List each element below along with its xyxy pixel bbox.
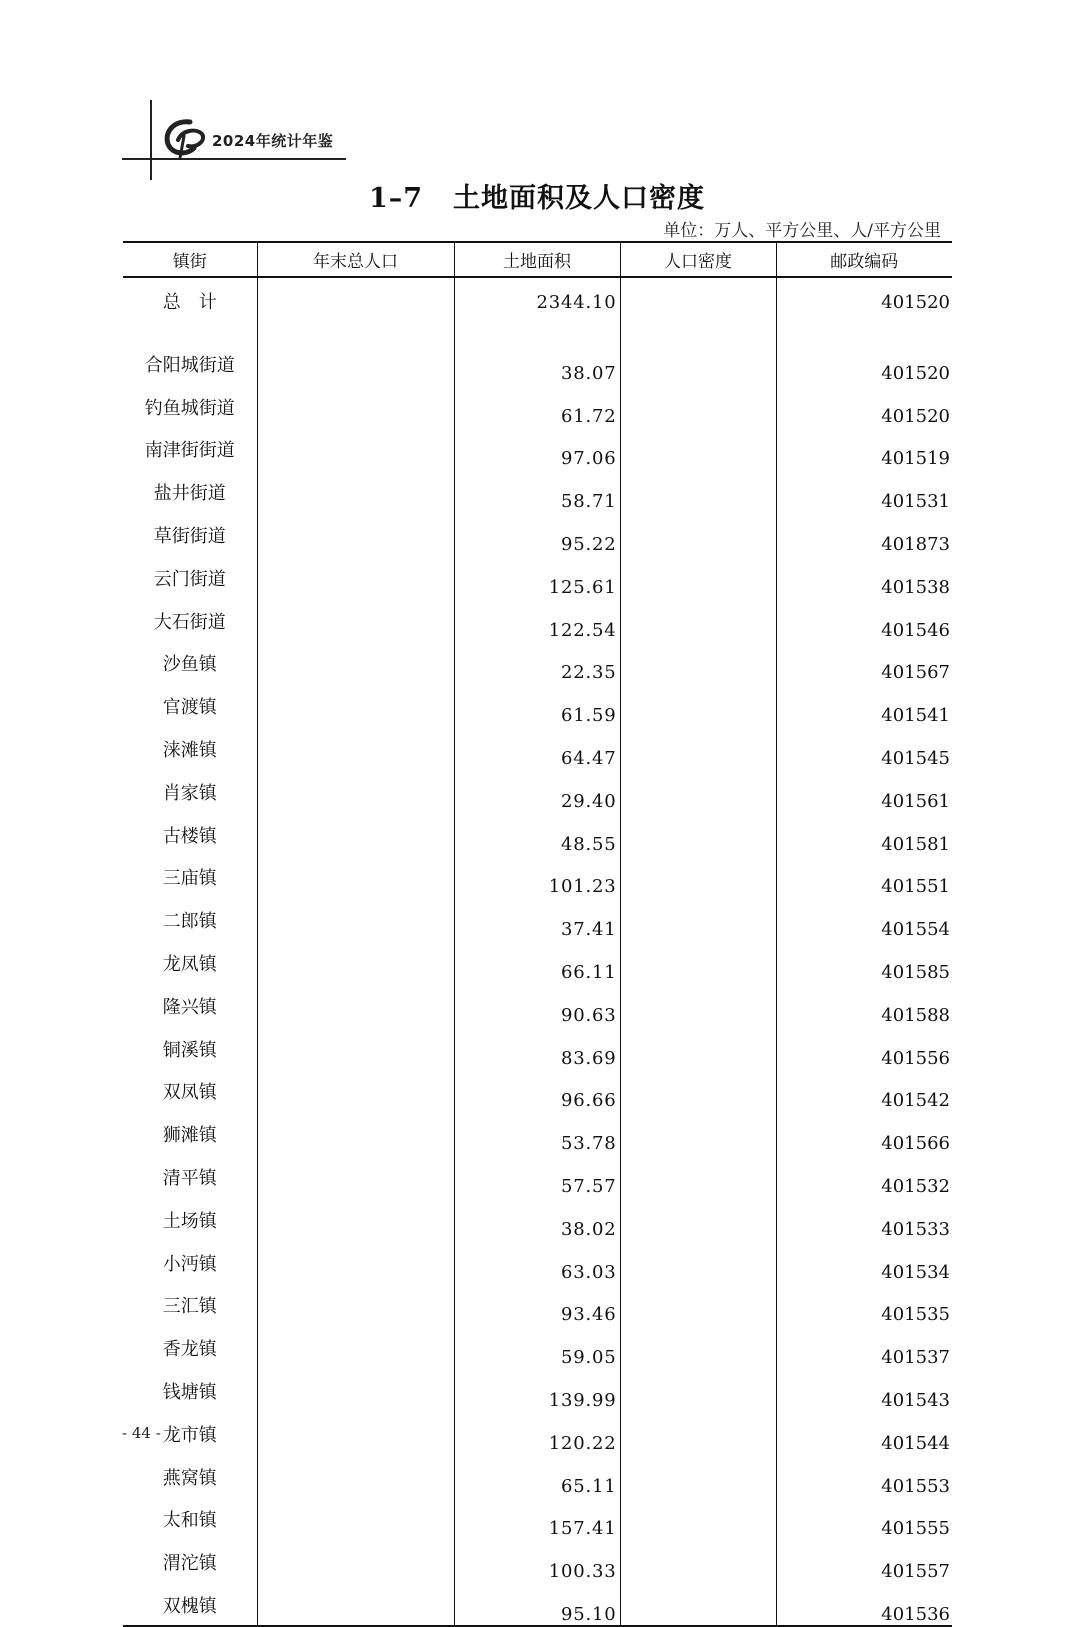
postcode-cell: 401561 xyxy=(776,769,952,812)
land-area-cell: 100.33 xyxy=(454,1539,620,1582)
table-row xyxy=(123,427,952,470)
population-cell xyxy=(257,1497,454,1540)
town-name: 草街街道 xyxy=(153,525,226,547)
density-cell xyxy=(620,1197,776,1240)
table-row xyxy=(123,1240,952,1283)
population-cell xyxy=(257,1069,454,1112)
land-area-cell: 61.59 xyxy=(454,683,620,726)
table-row xyxy=(123,855,952,898)
table-row xyxy=(123,940,952,983)
population-cell xyxy=(257,940,454,983)
table-row xyxy=(123,555,952,598)
town-name: 盐井街道 xyxy=(153,483,226,505)
table-row xyxy=(123,683,952,726)
town-name: 古楼镇 xyxy=(162,825,217,847)
postcode-cell: 401536 xyxy=(776,1582,952,1626)
density-cell xyxy=(620,1325,776,1368)
population-cell xyxy=(257,983,454,1026)
population-cell xyxy=(257,427,454,470)
land-area-cell: 96.66 xyxy=(454,1069,620,1112)
land-area-cell: 83.69 xyxy=(454,1026,620,1069)
population-cell xyxy=(257,1454,454,1497)
postcode-cell: 401531 xyxy=(776,469,952,512)
population-cell xyxy=(257,726,454,769)
postcode-cell: 401585 xyxy=(776,940,952,983)
town-name: 小沔镇 xyxy=(162,1253,217,1275)
density-cell xyxy=(620,897,776,940)
postcode-cell: 401537 xyxy=(776,1325,952,1368)
town-name: 土场镇 xyxy=(162,1210,217,1232)
town-name: 钱塘镇 xyxy=(162,1381,217,1403)
table-row xyxy=(123,341,952,384)
table-row xyxy=(123,1454,952,1497)
table-row xyxy=(123,983,952,1026)
population-cell xyxy=(257,897,454,940)
table-row xyxy=(123,1368,952,1411)
land-area-cell: 90.63 xyxy=(454,983,620,1026)
density-cell xyxy=(620,855,776,898)
total-density xyxy=(620,277,776,332)
postcode-cell: 401533 xyxy=(776,1197,952,1240)
table-row xyxy=(123,1325,952,1368)
population-cell xyxy=(257,1283,454,1326)
postcode-cell: 401556 xyxy=(776,1026,952,1069)
town-name: 钓鱼城街道 xyxy=(144,397,235,419)
land-area-cell: 122.54 xyxy=(454,598,620,641)
town-name: 肖家镇 xyxy=(162,782,217,804)
col-header-postcode: 邮政编码 xyxy=(776,242,952,277)
land-area-cell: 63.03 xyxy=(454,1240,620,1283)
land-area-cell: 57.57 xyxy=(454,1154,620,1197)
land-area-cell: 64.47 xyxy=(454,726,620,769)
total-label: 总 计 xyxy=(162,292,217,313)
population-cell xyxy=(257,469,454,512)
postcode-cell: 401588 xyxy=(776,983,952,1026)
density-cell xyxy=(620,940,776,983)
col-header-land-area: 土地面积 xyxy=(454,242,620,277)
land-area-cell: 101.23 xyxy=(454,855,620,898)
population-cell xyxy=(257,769,454,812)
table-row xyxy=(123,812,952,855)
density-cell xyxy=(620,555,776,598)
postcode-cell: 401542 xyxy=(776,1069,952,1112)
postcode-cell: 401520 xyxy=(776,341,952,384)
postcode-cell: 401538 xyxy=(776,555,952,598)
yearbook-logo-icon xyxy=(160,116,208,160)
table-row xyxy=(123,512,952,555)
population-cell xyxy=(257,1411,454,1454)
postcode-cell: 401544 xyxy=(776,1411,952,1454)
density-cell xyxy=(620,1240,776,1283)
table-row xyxy=(123,1197,952,1240)
town-name: 涞滩镇 xyxy=(162,739,217,761)
postcode-cell: 401566 xyxy=(776,1111,952,1154)
table-row xyxy=(123,469,952,512)
land-area-cell: 65.11 xyxy=(454,1454,620,1497)
postcode-cell: 401541 xyxy=(776,683,952,726)
total-row xyxy=(123,277,952,332)
page-number: - 44 - xyxy=(122,1424,161,1442)
table-header-row xyxy=(123,242,952,277)
table-row xyxy=(123,641,952,684)
total-population xyxy=(257,277,454,332)
density-cell xyxy=(620,341,776,384)
town-name: 燕窝镇 xyxy=(162,1467,217,1489)
land-area-cell: 125.61 xyxy=(454,555,620,598)
town-name: 云门街道 xyxy=(153,568,226,590)
table-row xyxy=(123,726,952,769)
density-cell xyxy=(620,769,776,812)
unit-label: 单位：万人、平方公里、人/平方公里 xyxy=(663,221,941,241)
population-cell xyxy=(257,384,454,427)
town-name: 香龙镇 xyxy=(162,1339,217,1361)
land-area-cell: 95.22 xyxy=(454,512,620,555)
land-area-cell: 38.07 xyxy=(454,341,620,384)
postcode-cell: 401546 xyxy=(776,598,952,641)
density-cell xyxy=(620,683,776,726)
table-row xyxy=(123,1069,952,1112)
density-cell xyxy=(620,1069,776,1112)
land-area-cell: 61.72 xyxy=(454,384,620,427)
land-area-cell: 53.78 xyxy=(454,1111,620,1154)
land-area-cell: 58.71 xyxy=(454,469,620,512)
population-cell xyxy=(257,1368,454,1411)
postcode-cell: 401534 xyxy=(776,1240,952,1283)
table-row xyxy=(123,1154,952,1197)
density-cell xyxy=(620,512,776,555)
population-cell xyxy=(257,1325,454,1368)
density-cell xyxy=(620,726,776,769)
table-number: 1–7 xyxy=(368,183,424,214)
density-cell xyxy=(620,1026,776,1069)
town-name: 大石街道 xyxy=(153,611,226,633)
population-cell xyxy=(257,512,454,555)
density-cell xyxy=(620,641,776,684)
population-cell xyxy=(257,1197,454,1240)
postcode-cell: 401581 xyxy=(776,812,952,855)
postcode-cell: 401555 xyxy=(776,1497,952,1540)
table-row xyxy=(123,897,952,940)
land-area-cell: 59.05 xyxy=(454,1325,620,1368)
town-name: 铜溪镇 xyxy=(162,1039,217,1061)
density-cell xyxy=(620,1454,776,1497)
col-header-town: 镇街 xyxy=(123,242,257,277)
town-name: 三庙镇 xyxy=(162,868,217,890)
density-cell xyxy=(620,812,776,855)
town-name: 清平镇 xyxy=(162,1167,217,1189)
land-area-cell: 157.41 xyxy=(454,1497,620,1540)
density-cell xyxy=(620,1283,776,1326)
land-area-cell: 37.41 xyxy=(454,897,620,940)
postcode-cell: 401567 xyxy=(776,641,952,684)
town-name: 合阳城街道 xyxy=(144,354,235,376)
population-cell xyxy=(257,1582,454,1626)
table-row xyxy=(123,384,952,427)
density-cell xyxy=(620,469,776,512)
land-area-cell: 120.22 xyxy=(454,1411,620,1454)
postcode-cell: 401543 xyxy=(776,1368,952,1411)
population-cell xyxy=(257,812,454,855)
land-area-cell: 48.55 xyxy=(454,812,620,855)
population-cell xyxy=(257,641,454,684)
population-cell xyxy=(257,855,454,898)
population-cell xyxy=(257,598,454,641)
population-cell xyxy=(257,341,454,384)
total-land-area: 2344.10 xyxy=(454,277,620,332)
population-cell xyxy=(257,1240,454,1283)
land-area-cell: 29.40 xyxy=(454,769,620,812)
density-cell xyxy=(620,1539,776,1582)
header-vertical-rule xyxy=(150,100,152,180)
town-name: 双槐镇 xyxy=(123,1582,257,1626)
table-row xyxy=(123,1111,952,1154)
header-horizontal-rule xyxy=(122,158,346,160)
land-area-cell: 66.11 xyxy=(454,940,620,983)
land-area-population-density-table xyxy=(123,241,952,1627)
density-cell xyxy=(620,384,776,427)
town-name: 太和镇 xyxy=(162,1510,217,1532)
density-cell xyxy=(620,598,776,641)
density-cell xyxy=(620,1154,776,1197)
town-name: 官渡镇 xyxy=(162,697,217,719)
population-cell xyxy=(257,1154,454,1197)
total-postcode: 401520 xyxy=(776,277,952,332)
density-cell xyxy=(620,1497,776,1540)
town-name: 隆兴镇 xyxy=(162,996,217,1018)
spacer-row xyxy=(123,332,952,341)
yearbook-title: 2024年统计年鉴 xyxy=(212,132,334,150)
town-name: 三汇镇 xyxy=(162,1296,217,1318)
table-row xyxy=(123,1497,952,1540)
table-title-text: 土地面积及人口密度 xyxy=(453,183,706,214)
col-header-density: 人口密度 xyxy=(620,242,776,277)
town-name: 二郎镇 xyxy=(162,911,217,933)
table-row xyxy=(123,769,952,812)
postcode-cell: 401873 xyxy=(776,512,952,555)
postcode-cell: 401519 xyxy=(776,427,952,470)
density-cell xyxy=(620,983,776,1026)
town-name: 龙市镇 xyxy=(162,1424,217,1446)
table-row xyxy=(123,598,952,641)
town-name: 沙鱼镇 xyxy=(162,654,217,676)
population-cell xyxy=(257,683,454,726)
postcode-cell: 401535 xyxy=(776,1283,952,1326)
land-area-cell: 93.46 xyxy=(454,1283,620,1326)
town-name: 南津街街道 xyxy=(144,440,235,462)
population-cell xyxy=(257,1111,454,1154)
town-name: 狮滩镇 xyxy=(162,1125,217,1147)
postcode-cell: 401545 xyxy=(776,726,952,769)
postcode-cell: 401553 xyxy=(776,1454,952,1497)
density-cell xyxy=(620,1582,776,1626)
table-row xyxy=(123,1411,952,1454)
land-area-cell: 38.02 xyxy=(454,1197,620,1240)
density-cell xyxy=(620,1111,776,1154)
density-cell xyxy=(620,1368,776,1411)
population-cell xyxy=(257,555,454,598)
col-header-population: 年末总人口 xyxy=(257,242,454,277)
table-row xyxy=(123,1582,952,1626)
density-cell xyxy=(620,427,776,470)
population-cell xyxy=(257,1026,454,1069)
postcode-cell: 401532 xyxy=(776,1154,952,1197)
town-name: 渭沱镇 xyxy=(162,1553,217,1575)
postcode-cell: 401551 xyxy=(776,855,952,898)
density-cell xyxy=(620,1411,776,1454)
land-area-cell: 95.10 xyxy=(454,1582,620,1626)
table-row xyxy=(123,1283,952,1326)
land-area-cell: 97.06 xyxy=(454,427,620,470)
postcode-cell: 401554 xyxy=(776,897,952,940)
table-title xyxy=(0,176,1074,215)
town-name: 龙凤镇 xyxy=(162,953,217,975)
table-row xyxy=(123,1026,952,1069)
postcode-cell: 401557 xyxy=(776,1539,952,1582)
postcode-cell: 401520 xyxy=(776,384,952,427)
land-area-cell: 22.35 xyxy=(454,641,620,684)
population-cell xyxy=(257,1539,454,1582)
land-area-cell: 139.99 xyxy=(454,1368,620,1411)
table-row xyxy=(123,1539,952,1582)
town-name: 双凤镇 xyxy=(162,1082,217,1104)
